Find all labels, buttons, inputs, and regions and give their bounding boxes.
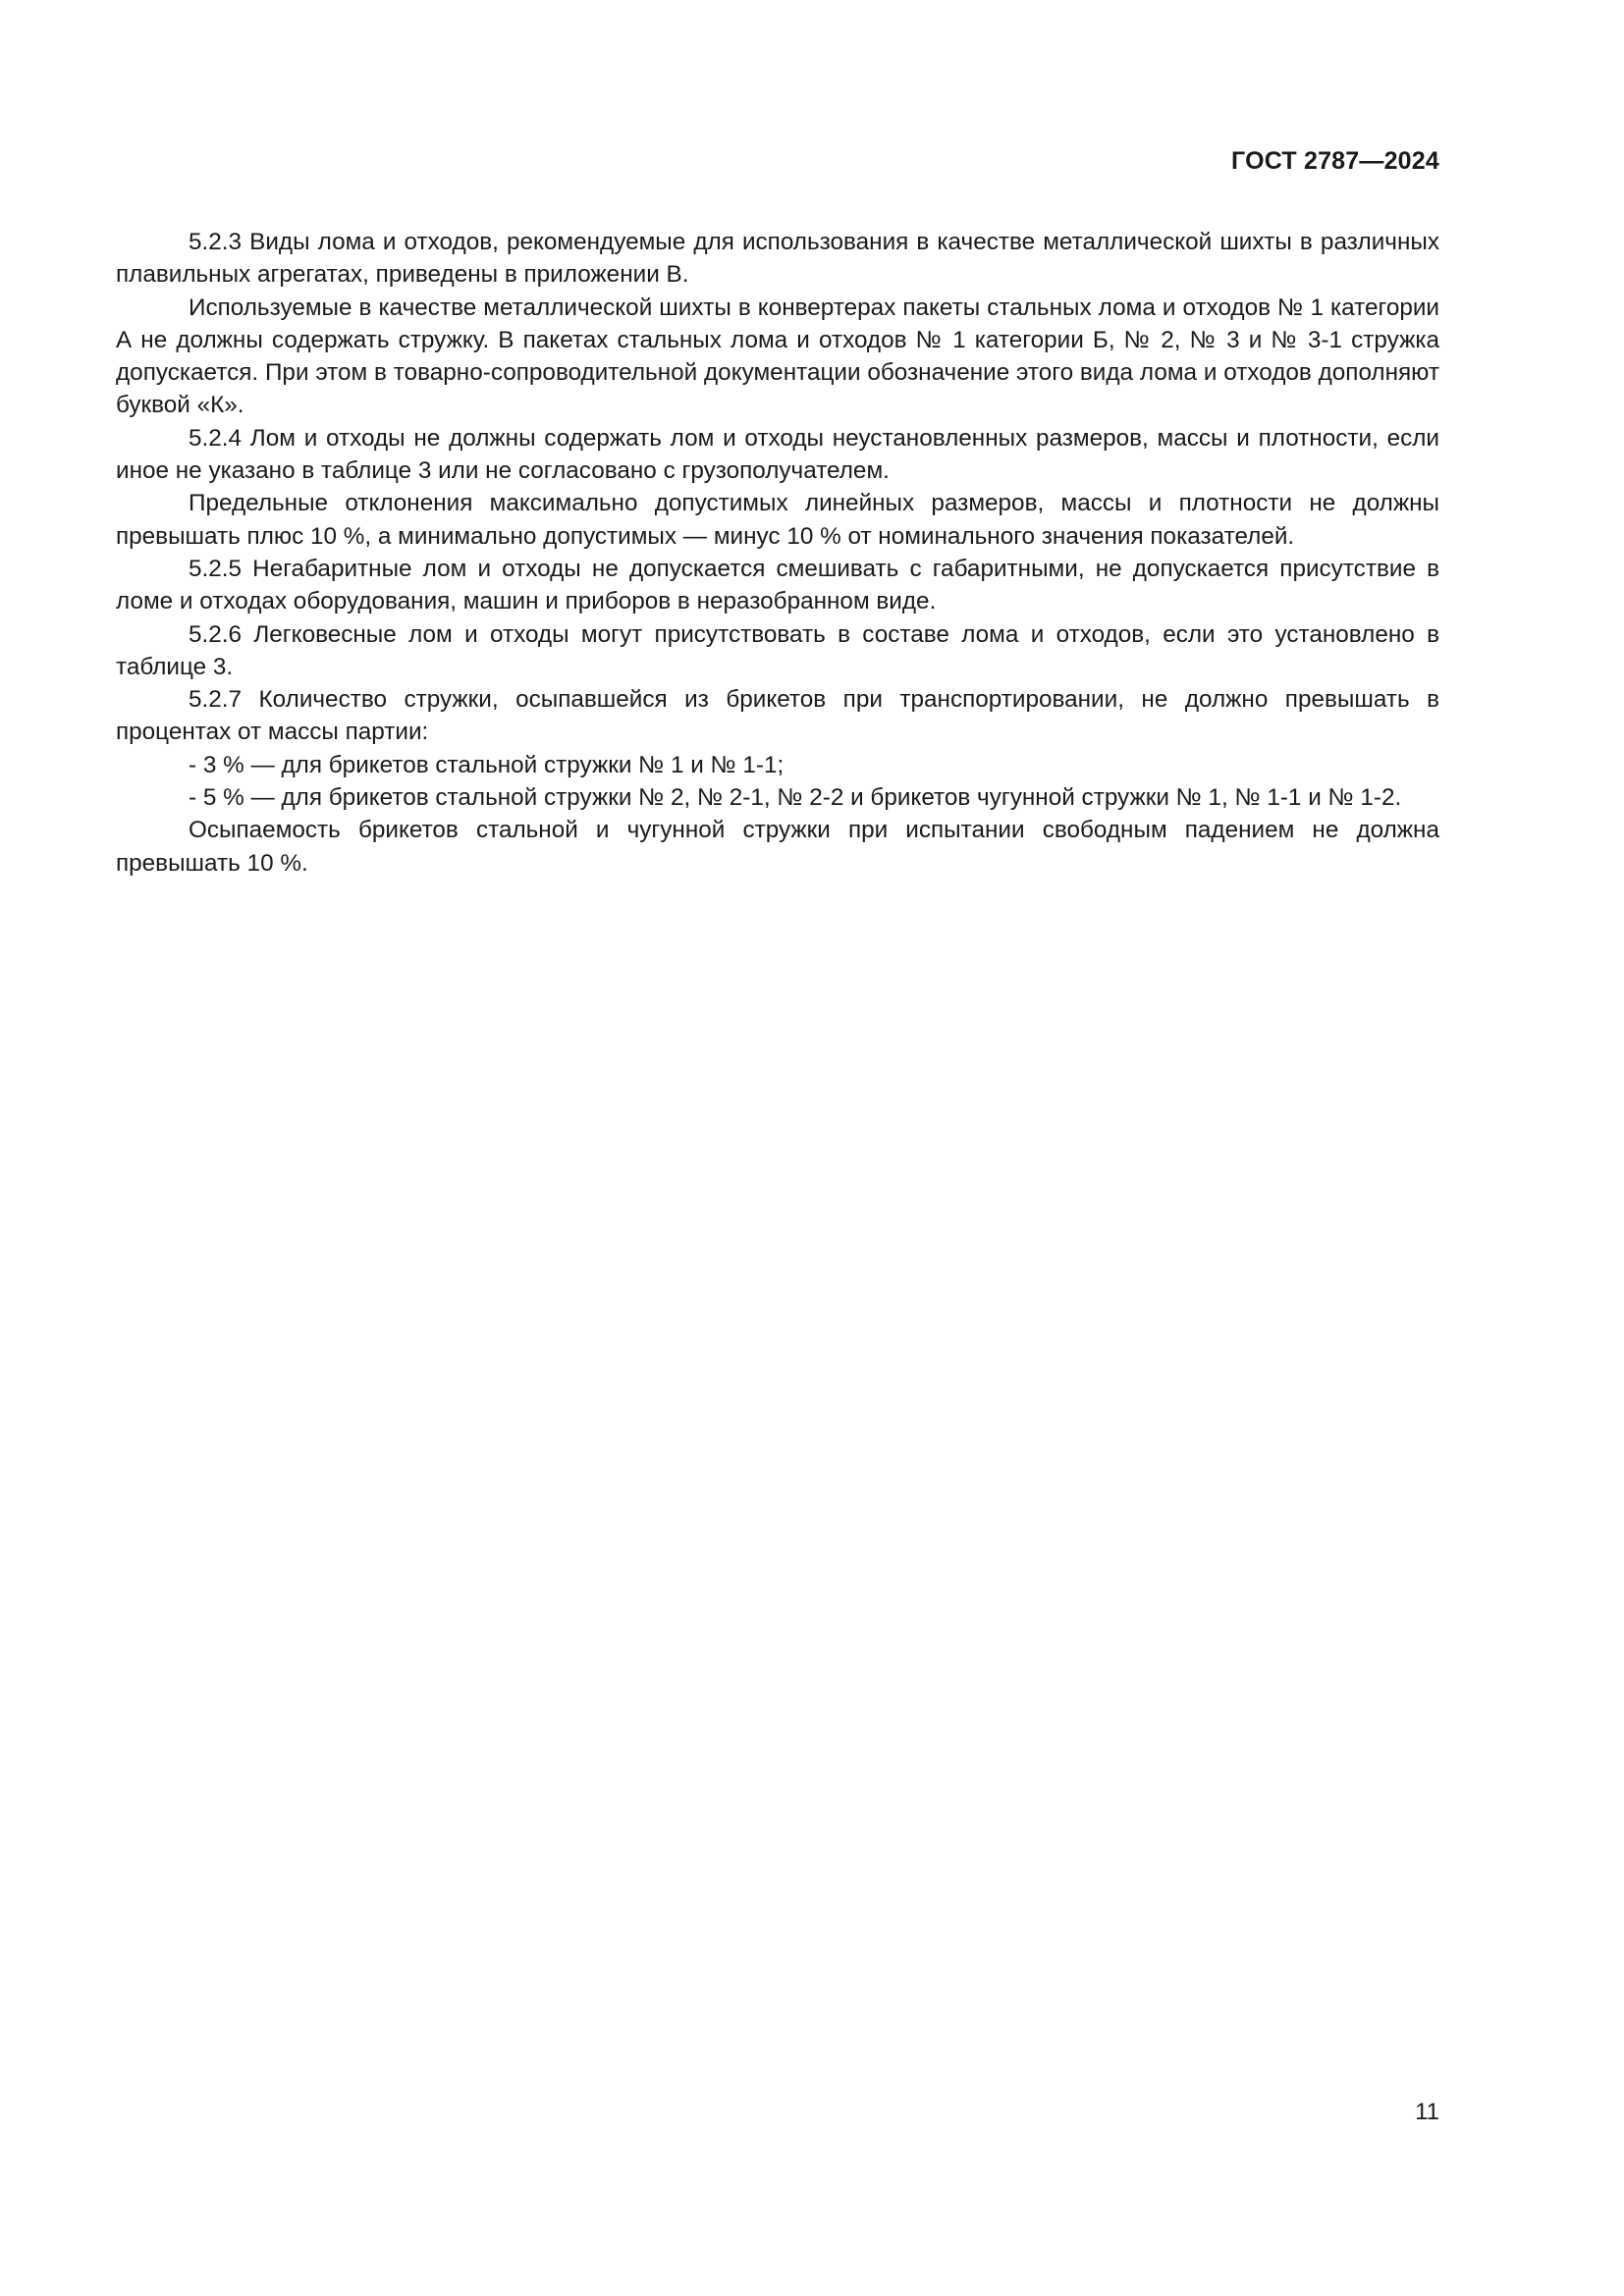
paragraph-tolerances: Предельные отклонения максимально допустимых линейных размеров, массы и плотности не должны превышать плюс 10 %, а минимально допустимых — минус 10 % от номинального значения показателей. (116, 490, 1439, 550)
paragraph-5-2-6: 5.2.6 Легковесные лом и отходы могут присутствовать в составе лома и отходов, если это установлено в таблице 3. (116, 620, 1439, 680)
paragraph-converter-packs: Используемые в качестве металлической шихты в конвертерах пакеты стальных лома и отходов № 1 категории А не должны содержать стружку. В пакетах стальных лома и отходов № 1 категории Б, № 2, № 3 и № 3-1 стружка допускается. При этом в товарно-сопроводительной документации обозначение этого вида лома и отходов дополняют буквой «К». (116, 294, 1439, 419)
page-number: 11 (1415, 2099, 1439, 2125)
section-body (116, 226, 1439, 880)
paragraph-5-2-3: 5.2.3 Виды лома и отходов, рекомендуемые для использования в качестве металлической шихты в различных плавильных агрегатах, приведены в приложении В. (116, 229, 1439, 289)
document-code-header: ГОСТ 2787—2024 (1231, 147, 1439, 175)
paragraph-drop-test: Осыпаемость брикетов стальной и чугунной стружки при испытании свободным падением не должна превышать 10 %. (116, 817, 1439, 877)
paragraph-5-2-5: 5.2.5 Негабаритные лом и отходы не допускается смешивать с габаритными, не допускается присутствие в ломе и отходах оборудования, машин и приборов в неразобранном виде. (116, 555, 1439, 615)
list-item-steel-chips-1: - 3 % — для брикетов стальной стружки № 1 и № 1-1; (189, 751, 785, 778)
list-item-steel-chips-2: - 5 % — для брикетов стальной стружки № 2, № 2-1, № 2-2 и брикетов чугунной стружки № 1, № 1-1 и № 1-2. (189, 784, 1402, 812)
paragraph-5-2-4: 5.2.4 Лом и отходы не должны содержать лом и отходы неустановленных размеров, массы и плотности, если иное не указано в таблице 3 или не согласовано с грузополучателем. (116, 424, 1439, 485)
paragraph-5-2-7: 5.2.7 Количество стружки, осыпавшейся из брикетов при транспортировании, не должно превышать в процентах от массы партии: (116, 686, 1439, 746)
